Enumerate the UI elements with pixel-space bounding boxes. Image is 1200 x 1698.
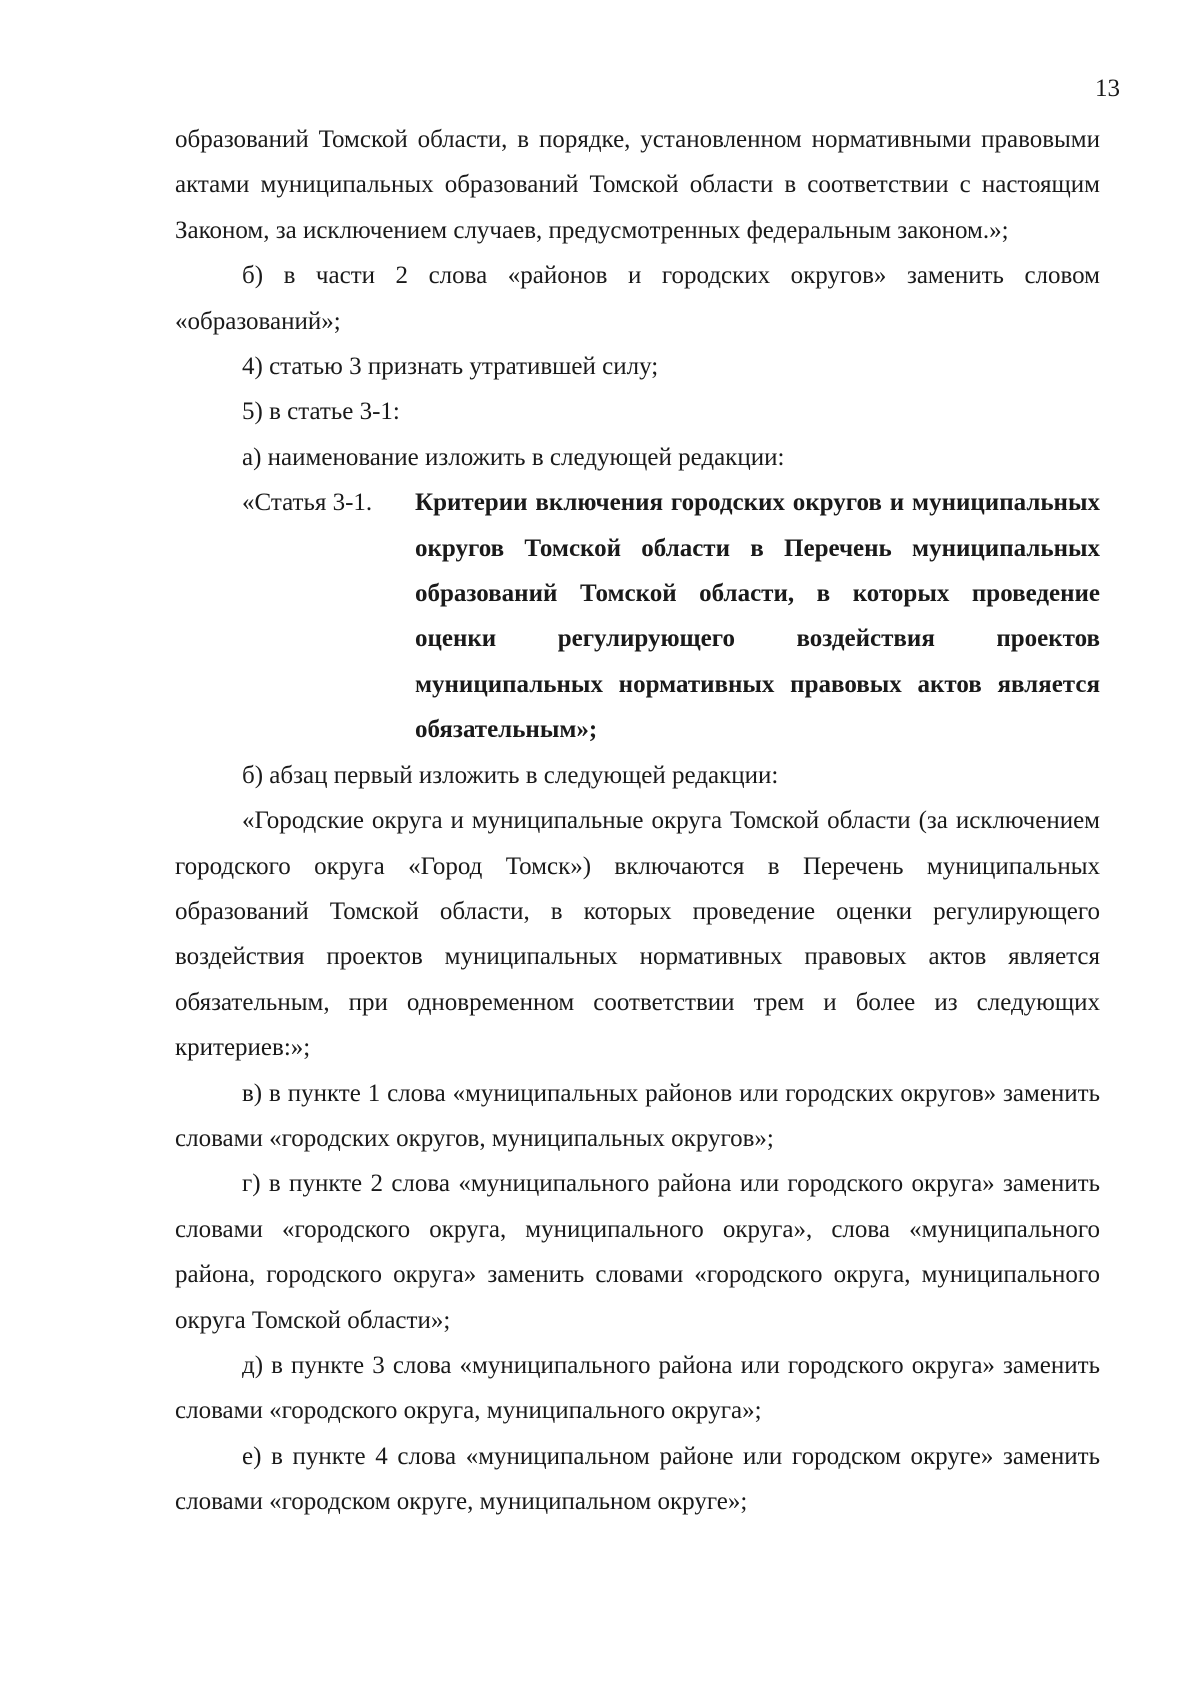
- paragraph-item-g: г) в пункте 2 слова «муниципального района или городского округа» заменить словами «городского округа, муниципального округа», слова «муниципального района, городского округа» заменить словами «городского округа, муниципального округа Томской области»;: [175, 1170, 1100, 1334]
- paragraph-item-b-part2: б) в части 2 слова «районов и городских округов» заменить словом «образований»;: [175, 262, 1100, 335]
- paragraph-item-d: д) в пункте 3 слова «муниципального района или городского округа» заменить словами «городского округа, муниципального округа»;: [175, 1351, 1100, 1425]
- document-body: [175, 117, 1100, 1525]
- paragraph-item-b-first-para: б) абзац первый изложить в следующей редакции:: [242, 761, 779, 789]
- paragraph-quoted-criteria: «Городские округа и муниципальные округа Томской области (за исключением городского округа «Город Томск») включаются в Перечень муниципальных образований Томской области, в которых проведение оценки регулирующего воздействия проектов муниципальных нормативных правовых актов является обязательным, при одновременном соответствии трем и более из следующих критериев:»;: [175, 807, 1100, 1062]
- paragraph-item-e: е) в пункте 4 слова «муниципальном районе или городском округе» заменить словами «городском округе, муниципальном округе»;: [175, 1442, 1100, 1516]
- paragraph-item-4: 4) статью 3 признать утратившей силу;: [242, 353, 659, 381]
- article-heading: [175, 480, 1100, 752]
- article-label: «Статья 3-1.: [242, 489, 373, 517]
- article-title: Критерии включения городских округов и муниципальных округов Томской области в Перечень муниципальных образований Томской области, в которых проведение оценки регулирующего воздействия проектов муниципальных нормативных правовых актов является обязательным»;: [415, 489, 1100, 744]
- page-number: 13: [1095, 75, 1120, 102]
- paragraph-item-v: в) в пункте 1 слова «муниципальных районов или городских округов» заменить словами «городских округов, муниципальных округов»;: [175, 1079, 1100, 1152]
- paragraph-item-a: а) наименование изложить в следующей редакции:: [242, 443, 785, 471]
- paragraph-item-5: 5) в статье 3-1:: [242, 398, 400, 426]
- paragraph-continuation: образований Томской области, в порядке, установленном нормативными правовыми актами муниципальных образований Томской области в соответствии с настоящим Законом, за исключением случаев, предусмотренных федеральным законом.»;: [175, 126, 1100, 244]
